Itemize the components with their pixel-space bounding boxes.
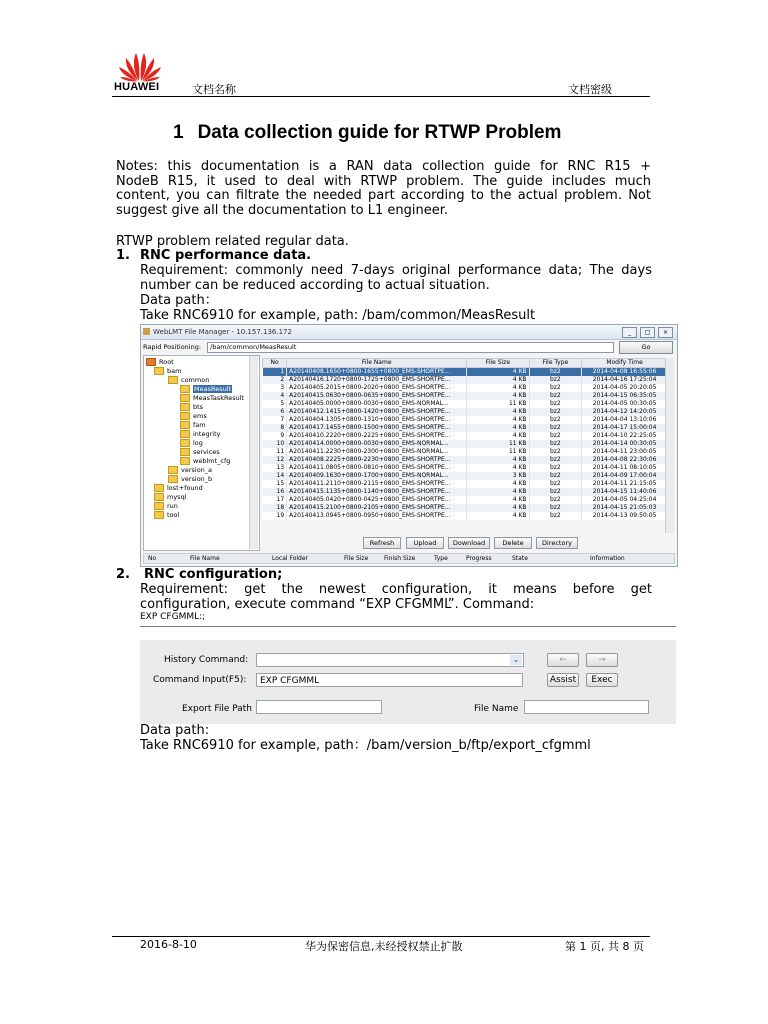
- minimize-icon[interactable]: _: [622, 327, 637, 338]
- table-cell: bz2: [529, 376, 582, 384]
- export-file-path-label: Export File Path: [182, 704, 253, 714]
- section-1-number: 1.: [116, 248, 130, 263]
- table-cell: 2014-04-05 04:25:04: [582, 496, 668, 504]
- table-cell: 4 KB: [467, 488, 529, 496]
- rtwp-intro: RTWP problem related regular data.: [116, 234, 349, 249]
- file-table: [262, 358, 668, 520]
- home-icon: [146, 358, 156, 366]
- table-cell: A20140415.2100+0800-2105+0800_EMS-SHORTPE...: [287, 504, 467, 512]
- table-row[interactable]: [263, 392, 668, 400]
- table-cell: 10: [263, 440, 287, 448]
- table-cell: 2014-04-05 00:30:05: [582, 400, 668, 408]
- folder-icon: [154, 511, 164, 519]
- title-number: 1: [173, 122, 184, 143]
- transfer-status-header: [143, 553, 675, 564]
- table-cell: 2014-04-11 21:15:05: [582, 480, 668, 488]
- history-command-label: History Command:: [164, 655, 249, 665]
- table-row[interactable]: [263, 432, 668, 440]
- table-cell: 4 KB: [467, 416, 529, 424]
- table-cell: A20140416.1720+0800-1725+0800_EMS-SHORTPE...: [287, 376, 467, 384]
- folder-icon: [180, 412, 190, 420]
- table-row[interactable]: [263, 456, 668, 464]
- folder-icon: [180, 421, 190, 429]
- table-cell: 15: [263, 480, 287, 488]
- footer-page-number: 第 1 页, 共 8 页: [565, 940, 644, 953]
- mml-command-text: EXP CFGMML:;: [140, 612, 206, 622]
- table-row[interactable]: [263, 464, 668, 472]
- tree-node[interactable]: bts: [180, 403, 203, 412]
- tree-node[interactable]: ems: [180, 412, 207, 421]
- table-cell: bz2: [529, 488, 582, 496]
- maximize-icon[interactable]: □: [640, 327, 655, 338]
- table-cell: 2014-04-05 20:20:05: [582, 384, 668, 392]
- delete-button[interactable]: Delete: [494, 537, 532, 549]
- table-cell: 11: [263, 448, 287, 456]
- column-header[interactable]: File Size: [467, 359, 529, 368]
- table-cell: 2014-04-16 17:25:04: [582, 376, 668, 384]
- file-name-label: File Name: [474, 704, 519, 714]
- doc-level-label: 文档密级: [568, 83, 612, 96]
- table-cell: 4: [263, 392, 287, 400]
- title-text: Data collection guide for RTWP Problem: [197, 122, 562, 143]
- column-header: No: [148, 555, 157, 562]
- table-cell: 4 KB: [467, 408, 529, 416]
- column-header: Progress: [466, 555, 492, 562]
- table-cell: 7: [263, 416, 287, 424]
- tree-node[interactable]: services: [180, 448, 220, 457]
- table-cell: 4 KB: [467, 512, 529, 520]
- folder-icon: [180, 430, 190, 438]
- table-cell: A20140415.1135+0800-1140+0800_EMS-SHORTPE...: [287, 488, 467, 496]
- app-icon: [143, 328, 150, 335]
- history-command-dropdown[interactable]: [256, 653, 524, 667]
- table-cell: 4 KB: [467, 496, 529, 504]
- doc-name-label: 文档名称: [192, 83, 236, 96]
- table-cell: bz2: [529, 480, 582, 488]
- table-row[interactable]: [263, 496, 668, 504]
- table-cell: 19: [263, 512, 287, 520]
- table-cell: 4 KB: [467, 368, 529, 377]
- table-cell: 4 KB: [467, 456, 529, 464]
- table-cell: A20140408.1650+0800-1655+0800_EMS-SHORTPE...: [287, 368, 467, 377]
- table-row[interactable]: [263, 408, 668, 416]
- page-header: [112, 48, 650, 98]
- table-row[interactable]: [263, 512, 668, 520]
- table-cell: A20140410.2220+0800-2225+0800_EMS-SHORTPE...: [287, 432, 467, 440]
- table-scrollbar[interactable]: [665, 358, 674, 533]
- table-cell: 18: [263, 504, 287, 512]
- table-cell: 11 KB: [467, 440, 529, 448]
- tree-node[interactable]: weblmt_cfg: [180, 457, 230, 466]
- tree-node[interactable]: bam: [154, 367, 181, 376]
- table-cell: 8: [263, 424, 287, 432]
- tree-node[interactable]: MeasTaskResult: [180, 394, 244, 403]
- table-cell: 2014-04-13 09:50:05: [582, 512, 668, 520]
- table-cell: bz2: [529, 472, 582, 480]
- column-header: File Name: [190, 555, 220, 562]
- tree-node[interactable]: Root: [146, 358, 174, 367]
- table-cell: bz2: [529, 512, 582, 520]
- table-cell: 5: [263, 400, 287, 408]
- close-icon[interactable]: ×: [658, 327, 673, 338]
- table-cell: 9: [263, 432, 287, 440]
- table-cell: 4 KB: [467, 464, 529, 472]
- column-header: Local Folder: [272, 555, 308, 562]
- table-row[interactable]: [263, 424, 668, 432]
- huawei-wordmark: HUAWEI: [114, 81, 160, 93]
- table-cell: 3 KB: [467, 472, 529, 480]
- footer-divider: [112, 936, 650, 937]
- folder-icon: [180, 403, 190, 411]
- table-cell: 4 KB: [467, 432, 529, 440]
- table-cell: bz2: [529, 448, 582, 456]
- table-cell: A20140405.0420+0800-0425+0800_EMS-SHORTPE...: [287, 496, 467, 504]
- notes-line: content, you can filtrate the needed part according to the actual problem. Not: [116, 188, 651, 204]
- mml-divider: [140, 626, 676, 627]
- table-cell: 2014-04-12 14:20:05: [582, 408, 668, 416]
- folder-icon: [168, 466, 178, 474]
- section-1-data-path: Data path：: [140, 293, 218, 308]
- folder-icon: [154, 493, 164, 501]
- huawei-logo-icon: [118, 48, 162, 82]
- table-cell: 4 KB: [467, 424, 529, 432]
- export-file-path-input[interactable]: [256, 700, 382, 714]
- table-cell: 2: [263, 376, 287, 384]
- table-row[interactable]: [263, 448, 668, 456]
- window-title: WebLMT File Manager - 10.157.136.172: [153, 328, 292, 336]
- mml-command-panel: [140, 640, 676, 724]
- table-cell: A20140408.2225+0800-2230+0800_EMS-SHORTPE...: [287, 456, 467, 464]
- tree-node[interactable]: mysql: [154, 493, 187, 502]
- tree-node[interactable]: tool: [154, 511, 179, 520]
- tree-node[interactable]: lost+found: [154, 484, 203, 493]
- command-input-label: Command Input(F5):: [153, 675, 247, 685]
- table-cell: 3: [263, 384, 287, 392]
- column-header[interactable]: Modify Time: [582, 359, 668, 368]
- table-cell: bz2: [529, 496, 582, 504]
- file-name-input[interactable]: [524, 700, 649, 714]
- file-manager-window: [140, 324, 678, 567]
- page-title: [173, 122, 561, 144]
- column-header[interactable]: File Type: [529, 359, 582, 368]
- column-header: File Size: [344, 555, 369, 562]
- tree-node[interactable]: version_a: [168, 466, 212, 475]
- table-cell: bz2: [529, 424, 582, 432]
- assist-button[interactable]: Assist: [547, 673, 579, 687]
- table-cell: 4 KB: [467, 504, 529, 512]
- rapid-positioning-input[interactable]: /bam/common/MeasResult: [207, 342, 614, 353]
- table-cell: 2014-04-14 00:30:05: [582, 440, 668, 448]
- folder-icon: [180, 448, 190, 456]
- section-1-example: Take RNC6910 for example, path: /bam/common/MeasResult: [140, 308, 536, 323]
- requirement-line: Requirement: get the newest configuration, it means before get: [140, 582, 652, 597]
- table-cell: 1: [263, 368, 287, 377]
- table-cell: A20140411.2230+0800-2300+0800_EMS-NORMAL...: [287, 448, 467, 456]
- table-cell: A20140415.0630+0800-0635+0800_EMS-SHORTPE...: [287, 392, 467, 400]
- table-cell: 2014-04-11 08:10:05: [582, 464, 668, 472]
- table-cell: 17: [263, 496, 287, 504]
- table-row[interactable]: [263, 368, 668, 377]
- folder-icon: [180, 439, 190, 447]
- refresh-button[interactable]: Refresh: [363, 537, 401, 549]
- table-cell: A20140411.0805+0800-0810+0800_EMS-SHORTPE...: [287, 464, 467, 472]
- section-1-heading: RNC performance data.: [140, 248, 312, 263]
- notes-line: suggest give all the documentation to L1 engineer.: [116, 202, 449, 218]
- column-header: Finish Size: [384, 555, 416, 562]
- section-2-heading: RNC configuration;: [144, 567, 283, 582]
- table-cell: 4 KB: [467, 480, 529, 488]
- table-cell: 2014-04-08 22:30:06: [582, 456, 668, 464]
- folder-icon: [154, 484, 164, 492]
- table-row[interactable]: [263, 384, 668, 392]
- table-cell: bz2: [529, 400, 582, 408]
- table-cell: 2014-04-15 21:05:03: [582, 504, 668, 512]
- table-cell: 14: [263, 472, 287, 480]
- command-input-field[interactable]: EXP CFGMML: [256, 673, 523, 687]
- folder-icon: [180, 385, 190, 393]
- tree-node[interactable]: version_b: [168, 475, 212, 484]
- requirement-line: configuration, execute command “EXP CFGMML”. Command:: [140, 596, 535, 612]
- upload-button[interactable]: Upload: [406, 537, 444, 549]
- table-row[interactable]: [263, 400, 668, 408]
- section-2-data-path: Data path:: [140, 723, 210, 738]
- section-2-number: 2.: [116, 567, 130, 582]
- next-command-button[interactable]: →: [586, 653, 618, 667]
- table-row[interactable]: [263, 472, 668, 480]
- table-cell: 4 KB: [467, 376, 529, 384]
- requirement-line: Requirement: commonly need 7-days original performance data; The days: [140, 263, 652, 278]
- column-header[interactable]: File Name: [287, 359, 467, 368]
- table-row[interactable]: [263, 416, 668, 424]
- folder-icon: [180, 457, 190, 465]
- table-cell: A20140405.0000+0800-0030+0800_EMS-NORMAL...: [287, 400, 467, 408]
- table-cell: bz2: [529, 416, 582, 424]
- directory-button[interactable]: Directory: [536, 537, 578, 549]
- column-header: Information: [590, 555, 625, 562]
- table-cell: 2014-04-15 11:40:06: [582, 488, 668, 496]
- table-cell: bz2: [529, 440, 582, 448]
- table-cell: bz2: [529, 464, 582, 472]
- tree-scrollbar[interactable]: [249, 356, 258, 549]
- notes-line: NodeB R15, it used to deal with RTWP problem. The guide includes much: [116, 173, 651, 189]
- header-divider: [112, 96, 650, 97]
- table-cell: 12: [263, 456, 287, 464]
- table-row[interactable]: [263, 488, 668, 496]
- table-cell: bz2: [529, 368, 582, 377]
- table-row[interactable]: [263, 504, 668, 512]
- table-row[interactable]: [263, 376, 668, 384]
- table-cell: A20140411.2110+0800-2115+0800_EMS-SHORTPE...: [287, 480, 467, 488]
- tree-node[interactable]: log: [180, 439, 203, 448]
- folder-tree: [143, 355, 260, 551]
- go-button[interactable]: Go: [619, 341, 673, 354]
- table-cell: 2014-04-17 15:00:04: [582, 424, 668, 432]
- table-cell: 2014-04-10 22:25:05: [582, 432, 668, 440]
- column-header[interactable]: No: [263, 359, 287, 368]
- notes-paragraph: [116, 160, 651, 218]
- table-cell: 11 KB: [467, 400, 529, 408]
- table-cell: 11 KB: [467, 448, 529, 456]
- footer-notice: 华为保密信息,未经授权禁止扩散: [305, 940, 463, 953]
- section-1-requirement: [140, 264, 652, 293]
- folder-icon: [180, 394, 190, 402]
- exec-button[interactable]: Exec: [586, 673, 618, 687]
- tree-node[interactable]: fam: [180, 421, 206, 430]
- tree-node[interactable]: integrity: [180, 430, 220, 439]
- table-row[interactable]: [263, 480, 668, 488]
- table-cell: bz2: [529, 384, 582, 392]
- table-cell: 4 KB: [467, 392, 529, 400]
- tree-node[interactable]: MeasResult: [180, 385, 232, 394]
- table-cell: 6: [263, 408, 287, 416]
- section-2-example: Take RNC6910 for example, path：/bam/version_b/ftp/export_cfgmml: [140, 738, 591, 753]
- table-cell: 16: [263, 488, 287, 496]
- download-button[interactable]: Download: [448, 537, 490, 549]
- footer-date: 2016-8-10: [140, 938, 197, 951]
- column-header: Type: [434, 555, 448, 562]
- table-cell: 2014-04-09 17:00:04: [582, 472, 668, 480]
- folder-icon: [154, 502, 164, 510]
- table-cell: A20140413.0945+0800-0950+0800_EMS-SHORTPE...: [287, 512, 467, 520]
- table-cell: 2014-04-08 16:55:06: [582, 368, 668, 377]
- section-2-requirement: [140, 583, 652, 612]
- notes-line: Notes: this documentation is a RAN data collection guide for RNC R15 +: [116, 159, 651, 174]
- table-cell: bz2: [529, 432, 582, 440]
- table-cell: 2014-04-11 23:00:05: [582, 448, 668, 456]
- folder-icon: [168, 376, 178, 384]
- table-cell: A20140414.0000+0800-0030+0800_EMS-NORMAL...: [287, 440, 467, 448]
- tree-node[interactable]: common: [168, 376, 209, 385]
- chevron-down-icon[interactable]: ⌄: [510, 655, 522, 665]
- table-row[interactable]: [263, 440, 668, 448]
- column-header: State: [512, 555, 528, 562]
- table-cell: 13: [263, 464, 287, 472]
- table-header-row: [263, 359, 668, 368]
- requirement-line: number can be reduced according to actual situation.: [140, 277, 490, 293]
- table-cell: bz2: [529, 392, 582, 400]
- table-cell: A20140412.1415+0800-1420+0800_EMS-SHORTPE...: [287, 408, 467, 416]
- table-cell: bz2: [529, 408, 582, 416]
- table-cell: A20140417.1455+0800-1500+0800_EMS-SHORTPE...: [287, 424, 467, 432]
- folder-icon: [154, 367, 164, 375]
- folder-icon: [168, 475, 178, 483]
- table-cell: A20140404.1305+0800-1310+0800_EMS-SHORTPE...: [287, 416, 467, 424]
- table-cell: 2014-04-04 13:10:06: [582, 416, 668, 424]
- table-cell: bz2: [529, 456, 582, 464]
- table-cell: bz2: [529, 504, 582, 512]
- table-cell: 2014-04-15 06:35:05: [582, 392, 668, 400]
- table-cell: A20140409.1630+0800-1700+0800_EMS-NORMAL...: [287, 472, 467, 480]
- table-cell: 4 KB: [467, 384, 529, 392]
- table-cell: A20140405.2015+0800-2020+0800_EMS-SHORTPE...: [287, 384, 467, 392]
- rapid-positioning-label: Rapid Positioning:: [143, 343, 202, 351]
- window-titlebar: [141, 325, 677, 340]
- previous-command-button[interactable]: ←: [547, 653, 579, 667]
- tree-node[interactable]: run: [154, 502, 178, 511]
